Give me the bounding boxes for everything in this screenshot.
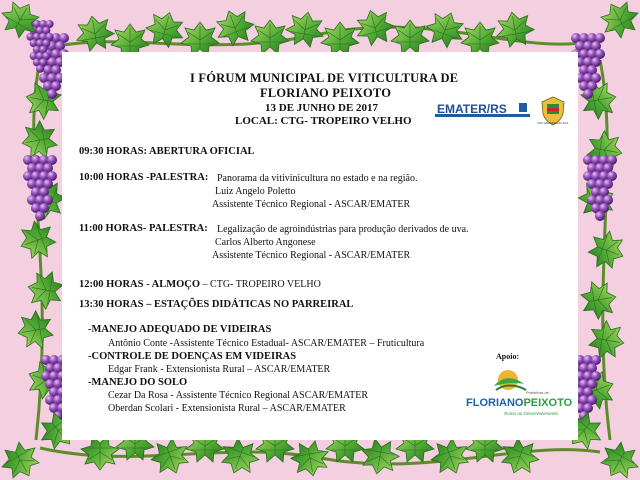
palestra-2-topic: Legalização de agroindústrias para produção derivados de uva. [217, 224, 469, 235]
estacoes-line: 13:30 HORAS – ESTAÇÕES DIDÁTICAS NO PARREIRAL [79, 299, 354, 310]
palestra-2-speaker: Carlos Alberto Angonese [215, 237, 316, 248]
almoco-place: – CTG- TROPEIRO VELHO [200, 279, 321, 290]
station-1-person: Antônio Conte -Assistente Técnico Estadual- ASCAR/EMATER – Fruticultura [108, 338, 425, 349]
peixoto-word: PEIXOTO [523, 397, 573, 409]
floriano-peixoto-logo [464, 366, 573, 424]
floriano-word: FLORIANO [466, 397, 524, 409]
station-3-title: -MANEJO DO SOLO [88, 377, 188, 388]
emater-logo [435, 100, 530, 120]
floriano-tagline: Rumo ao Desenvolvimento [504, 411, 559, 416]
almoco-line [79, 274, 321, 292]
palestra-2-label: 11:00 HORAS- PALESTRA: [79, 223, 208, 234]
palestra-1-topic: Panorama da vitivinicultura no estado e na região. [217, 173, 418, 184]
station-3-person-1: Cezar Da Rosa - Assistente Técnico Regional ASCAR/EMATER [108, 390, 369, 401]
palestra-1-speaker: Luiz Angelo Poletto [215, 186, 296, 197]
event-location: LOCAL: CTG- TROPEIRO VELHO [235, 115, 412, 127]
floriano-main-text [466, 397, 573, 409]
station-2-title: -CONTROLE DE DOENÇAS EM VIDEIRAS [88, 351, 297, 362]
floriano-small-text: Prefeitura de [526, 390, 549, 395]
palestra-1-role: Assistente Técnico Regional - ASCAR/EMATER [212, 199, 411, 210]
apoio-label: Apoio: [496, 352, 520, 361]
station-3-person-2: Oberdan Scolari - Extensionista Rural – ASCAR/EMATER [108, 403, 346, 414]
emater-logo-text: EMATER/RS [437, 102, 507, 116]
rs-emblem-caption: RIO GRANDE DO SUL [537, 121, 569, 125]
palestra-1-label: 10:00 HORAS -PALESTRA: [79, 172, 209, 183]
title-line-2: FLORIANO PEIXOTO [260, 86, 392, 100]
event-date: 13 DE JUNHO DE 2017 [265, 102, 379, 114]
title-line-1: I FÓRUM MUNICIPAL DE VITICULTURA DE [190, 71, 459, 85]
station-2-person: Edgar Frank - Extensionista Rural – ASCAR/EMATER [108, 364, 331, 375]
palestra-2-role: Assistente Técnico Regional - ASCAR/EMATER [212, 250, 411, 261]
almoco-label: 12:00 HORAS - ALMOÇO [79, 279, 201, 290]
rs-emblem [539, 96, 567, 126]
station-1-title: -MANEJO ADEQUADO DE VIDEIRAS [88, 324, 272, 335]
abertura-line: 09:30 HORAS: ABERTURA OFICIAL [79, 146, 255, 157]
